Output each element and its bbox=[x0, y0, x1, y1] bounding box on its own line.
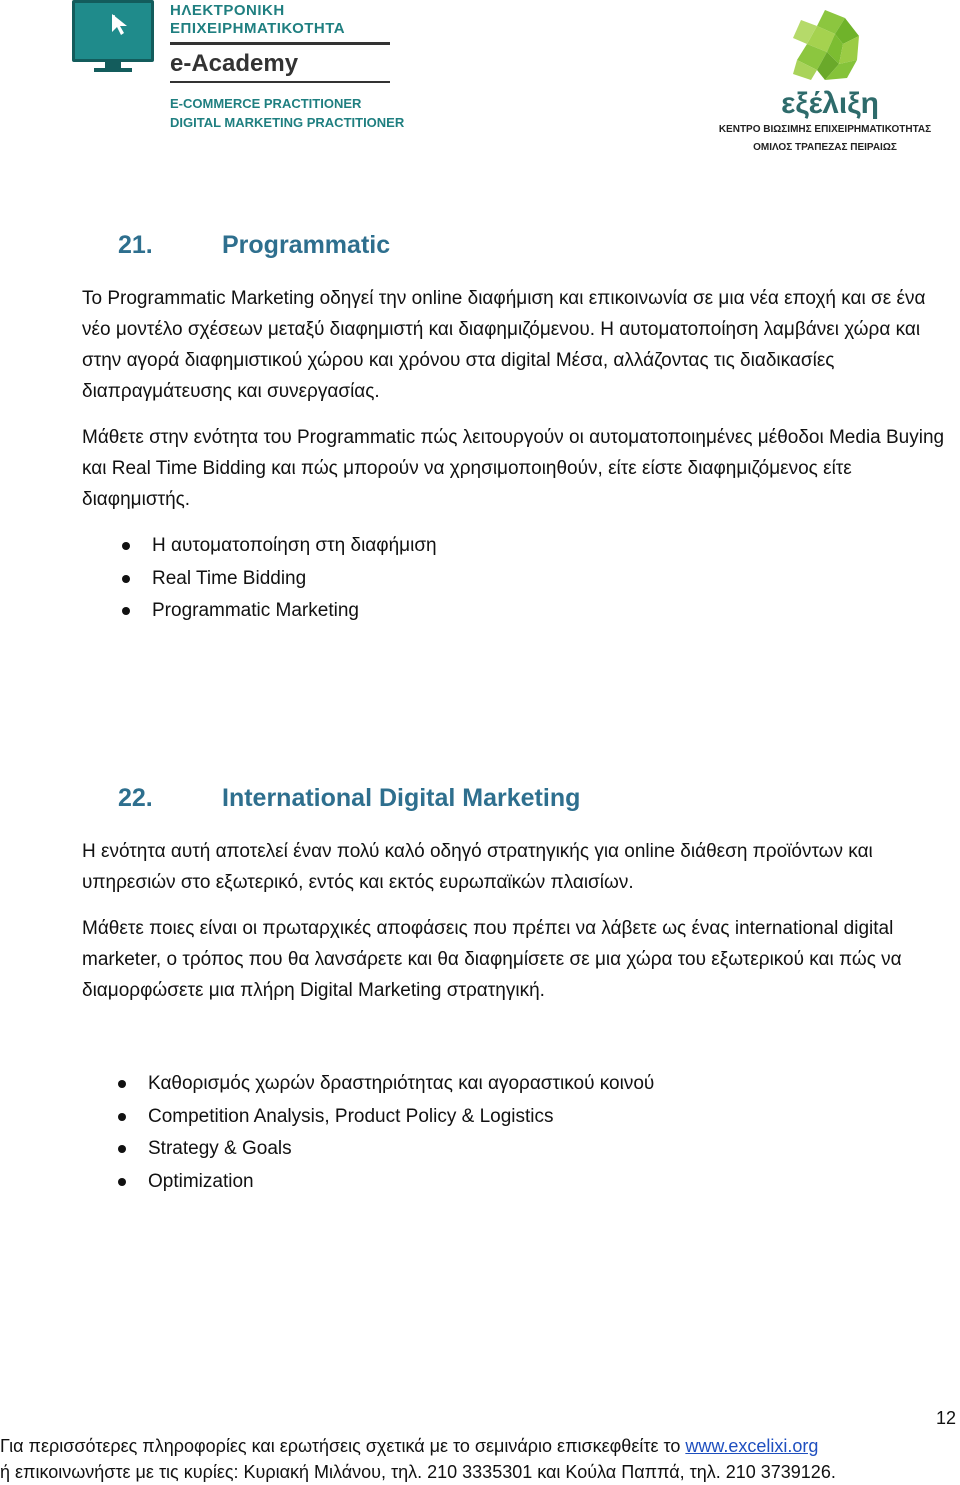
list-item: Strategy & Goals bbox=[118, 1133, 654, 1166]
section-21-bullet-list bbox=[122, 530, 437, 628]
page-number: 12 bbox=[936, 1408, 957, 1428]
section-title: International Digital Marketing bbox=[222, 784, 581, 812]
list-item: Programmatic Marketing bbox=[122, 595, 437, 628]
footer-info-text: Για περισσότερες πληροφορίες και ερωτήσεις σχετικά με το σεμινάριο επισκεφθείτε το bbox=[0, 1436, 686, 1456]
monitor-base bbox=[94, 68, 132, 72]
brand-divider-2 bbox=[170, 81, 390, 83]
brand-academy: e-Academy bbox=[170, 50, 299, 77]
section-22-paragraph-2: Μάθετε ποιες είναι οι πρωταρχικές αποφάσεις που πρέπει να λάβετε ως ένας international digital marketer, ο τρόπος που θα λανσάρετε και θα διαφημίσετε σε μια χώρα του εξωτερικού και πώς να διαμορφώσετε μια πλήρη Digital Marketing στρατηγική. bbox=[82, 918, 902, 1001]
list-item: Real Time Bidding bbox=[122, 563, 437, 596]
exelixi-logo bbox=[715, 8, 935, 158]
list-item: Optimization bbox=[118, 1166, 654, 1199]
list-item: Η αυτοματοποίηση στη διαφήμιση bbox=[122, 530, 437, 563]
footer-line-1 bbox=[0, 1434, 960, 1458]
brand-divider bbox=[170, 42, 390, 45]
website-link[interactable]: www.excelixi.org bbox=[685, 1436, 819, 1456]
cursor-icon bbox=[110, 12, 134, 38]
section-21-paragraph-1: Το Programmatic Marketing οδηγεί την online διαφήμιση και επικοινωνία σε μια νέα εποχή και σε ένα νέο μοντέλο σχέσεων μεταξύ διαφημιστή και διαφημιζόμενου. Η αυτοματοποίηση λαμβάνει χώρα και στην αγορά διαφημιστικού χώρου και χρόνου στα digital Μέσα, αλλάζοντας τις διαδικασίες διαπραγμάτευσης και συνεργασίας. bbox=[82, 288, 926, 402]
section-22-bullet-list bbox=[118, 1068, 654, 1198]
e-academy-logo bbox=[72, 0, 442, 140]
exelixi-wordmark: εξέλιξη bbox=[781, 87, 879, 120]
brand-line2: ΕΠΙΧΕΙΡΗΜΑΤΙΚΟΤΗΤΑ bbox=[170, 20, 346, 37]
section-title: Programmatic bbox=[222, 231, 391, 259]
section-21-paragraph-2: Μάθετε στην ενότητα του Programmatic πώς λειτουργούν οι αυτοματοποιημένες μέθοδοι Media Buying και Real Time Bidding και πώς μπορούν να χρησιμοποιηθούν, είτε είστε διαφημιζόμενος είτε διαφημιστής. bbox=[82, 427, 945, 510]
section-22-paragraph-1: Η ενότητα αυτή αποτελεί έναν πολύ καλό οδηγό στρατηγικής για online διάθεση προϊόντων και υπηρεσιών στο εξωτερικό, εντός και εκτός ευρωπαϊκών πλαισίων. bbox=[82, 841, 873, 893]
list-item: Καθορισμός χωρών δραστηριότητας και αγοραστικού κοινού bbox=[118, 1068, 654, 1101]
exelixi-tagline-2: ΟΜΙΛΟΣ ΤΡΑΠΕΖΑΣ ΠΕΙΡΑΙΩΣ bbox=[753, 142, 897, 153]
section-21-heading bbox=[118, 231, 390, 260]
section-number: 22. bbox=[118, 784, 153, 812]
footer-line-2: ή επικοινωνήστε με τις κυρίες: Κυριακή Μιλάνου, τηλ. 210 3335301 και Κούλα Παππά, τηλ. 210 3739126. bbox=[0, 1462, 836, 1482]
leaf-mosaic-icon bbox=[787, 8, 863, 86]
section-number: 21. bbox=[118, 231, 153, 259]
brand-tagline-1: E-COMMERCE PRACTITIONER bbox=[170, 96, 362, 111]
section-22-heading bbox=[118, 784, 580, 813]
exelixi-tagline-1: ΚΕΝΤΡΟ ΒΙΩΣΙΜΗΣ ΕΠΙΧΕΙΡΗΜΑΤΙΚΟΤΗΤΑΣ bbox=[718, 124, 932, 135]
brand-line1: ΗΛΕΚΤΡΟΝΙΚΗ bbox=[170, 2, 285, 19]
list-item: Competition Analysis, Product Policy & Logistics bbox=[118, 1101, 654, 1134]
brand-tagline-2: DIGITAL MARKETING PRACTITIONER bbox=[170, 115, 405, 130]
